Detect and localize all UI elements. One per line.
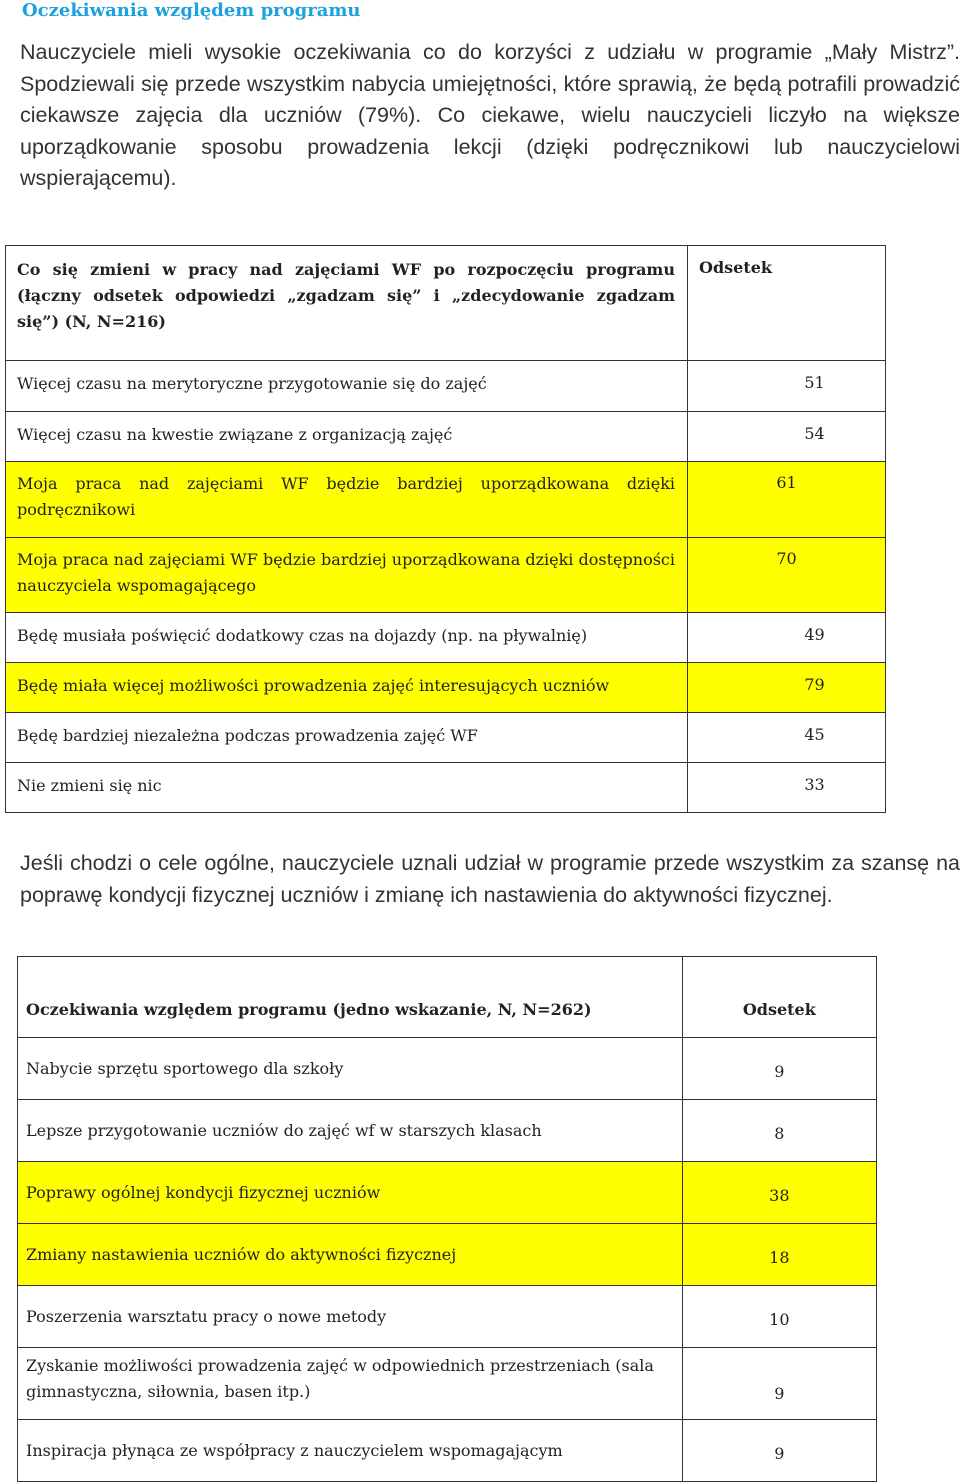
row-label: Nie zmieni się nic xyxy=(6,763,688,813)
row-label: Będę musiała poświęcić dodatkowy czas na dojazdy (np. na pływalnię) xyxy=(6,613,688,663)
table-expected-changes xyxy=(5,245,886,813)
row-value: 45 xyxy=(688,713,886,763)
row-label: Zyskanie możliwości prowadzenia zajęć w odpowiednich przestrzeniach (sala gimnastyczna, siłownia, basen itp.) xyxy=(18,1348,683,1420)
table-program-expectations xyxy=(17,956,877,1482)
row-value: 9 xyxy=(682,1420,876,1482)
summary-paragraph: Jeśli chodzi o cele ogólne, nauczyciele uznali udział w programie przede wszystkim za szansę na poprawę kondycji fizycznej uczniów i zmianę ich nastawienia do aktywności fizycznej. xyxy=(20,851,960,907)
row-label: Inspiracja płynąca ze współpracy z nauczycielem wspomagającym xyxy=(18,1420,683,1482)
table-row xyxy=(6,361,886,412)
table-row xyxy=(18,1420,877,1482)
row-value: 51 xyxy=(688,361,886,412)
table-header-value: Odsetek xyxy=(688,246,886,361)
table-row xyxy=(18,1286,877,1348)
row-value: 49 xyxy=(688,613,886,663)
table-row-highlighted xyxy=(18,1224,877,1286)
row-label: Moja praca nad zajęciami WF będzie bardziej uporządkowana dzięki podręcznikowi xyxy=(6,462,688,538)
table-header-question: Oczekiwania względem programu (jedno wskazanie, N, N=262) xyxy=(18,957,683,1038)
row-label: Poszerzenia warsztatu pracy o nowe metody xyxy=(18,1286,683,1348)
table-row xyxy=(6,613,886,663)
table-header-value: Odsetek xyxy=(682,957,876,1038)
table-row xyxy=(6,763,886,813)
table-row-highlighted xyxy=(6,663,886,713)
table-row-highlighted xyxy=(18,1162,877,1224)
intro-paragraph: Nauczyciele mieli wysokie oczekiwania co do korzyści z udziału w programie „Mały Mistrz”. Spodziewali się przede wszystkim nabycia umiejętności, które sprawią, że będą potrafili prowadzić ciekawsze zajęcia dla uczniów (79%). Co ciekawe, wielu nauczycieli liczyło na większe uporządkowanie sposobu prowadzenia lekcji (dzięki podręcznikowi lub nauczycielowi wspierającemu). xyxy=(20,40,960,190)
row-label: Nabycie sprzętu sportowego dla szkoły xyxy=(18,1038,683,1100)
table-row xyxy=(18,1038,877,1100)
section-heading: Oczekiwania względem programu xyxy=(22,0,361,21)
table-header-row xyxy=(18,957,877,1038)
table-header-question: Co się zmieni w pracy nad zajęciami WF po rozpoczęciu programu (łączny odsetek odpowiedzi „zgadzam się” i „zdecydowanie zgadzam się”) (N, N=216) xyxy=(6,246,688,361)
table-row xyxy=(18,1348,877,1420)
table-row xyxy=(6,412,886,462)
table-row xyxy=(18,1100,877,1162)
row-value: 9 xyxy=(682,1038,876,1100)
row-label: Więcej czasu na merytoryczne przygotowanie się do zajęć xyxy=(6,361,688,412)
row-value: 9 xyxy=(682,1348,876,1420)
row-value: 70 xyxy=(688,538,886,613)
table-header-row xyxy=(6,246,886,361)
table-row-highlighted xyxy=(6,462,886,538)
table-row-highlighted xyxy=(6,538,886,613)
table-row xyxy=(6,713,886,763)
row-label: Zmiany nastawienia uczniów do aktywności fizycznej xyxy=(18,1224,683,1286)
row-value: 61 xyxy=(688,462,886,538)
row-label: Będę bardziej niezależna podczas prowadzenia zajęć WF xyxy=(6,713,688,763)
row-value: 8 xyxy=(682,1100,876,1162)
row-value: 18 xyxy=(682,1224,876,1286)
row-label: Poprawy ogólnej kondycji fizycznej uczniów xyxy=(18,1162,683,1224)
row-value: 10 xyxy=(682,1286,876,1348)
row-value: 38 xyxy=(682,1162,876,1224)
row-value: 33 xyxy=(688,763,886,813)
row-label: Moja praca nad zajęciami WF będzie bardziej uporządkowana dzięki dostępności nauczyciela wspomagającego xyxy=(6,538,688,613)
row-label: Będę miała więcej możliwości prowadzenia zajęć interesujących uczniów xyxy=(6,663,688,713)
row-value: 54 xyxy=(688,412,886,462)
row-value: 79 xyxy=(688,663,886,713)
row-label: Lepsze przygotowanie uczniów do zajęć wf w starszych klasach xyxy=(18,1100,683,1162)
row-label: Więcej czasu na kwestie związane z organizacją zajęć xyxy=(6,412,688,462)
